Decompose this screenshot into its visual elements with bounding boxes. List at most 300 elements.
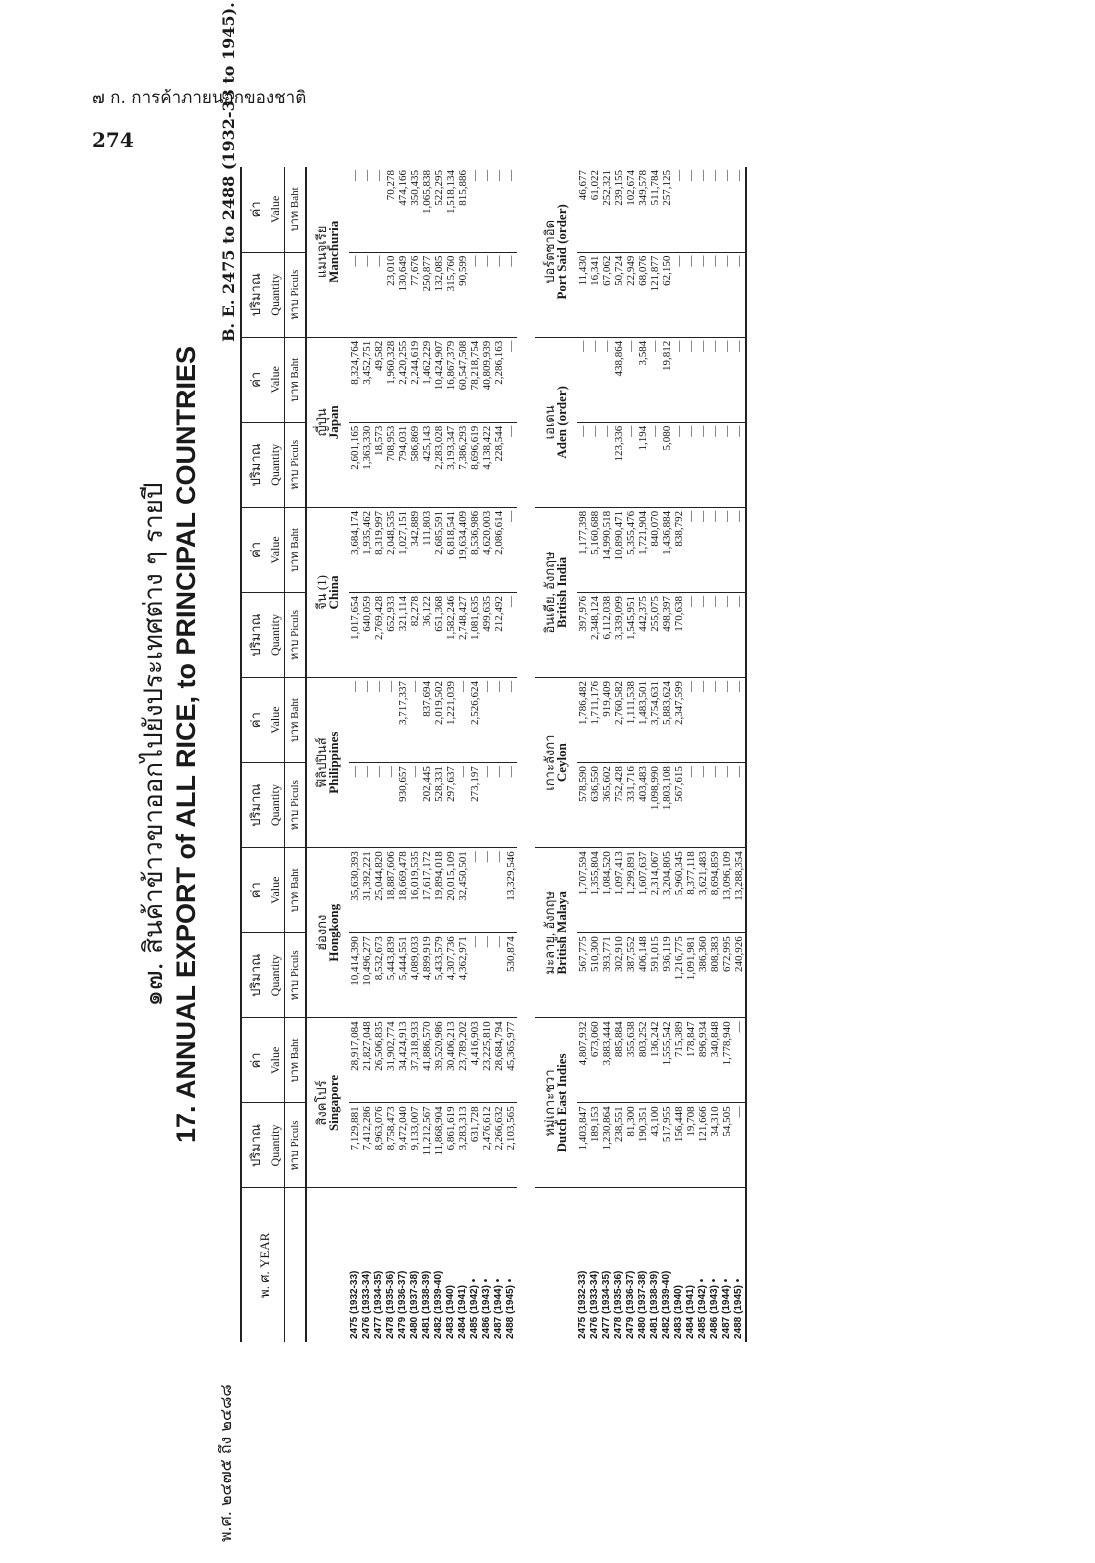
- country-name-english: Japan: [326, 405, 341, 440]
- quantity-cell: 8,532,673: [373, 933, 385, 1018]
- value-cell: 5,355,476: [625, 507, 637, 592]
- value-cell: —: [493, 678, 505, 763]
- country-name-thai: จีน (1): [314, 575, 329, 610]
- value-cell: 2,086,614: [493, 507, 505, 592]
- quantity-cell: —: [493, 763, 505, 848]
- title-english: 17. ANNUAL EXPORT of ALL RICE, to PRINCIPAL COUNTRIES: [171, 345, 201, 1144]
- country-name: [535, 167, 577, 337]
- value-cell: 60,547,508: [457, 337, 469, 422]
- quantity-cell: —: [733, 763, 746, 848]
- value-cell: 8,319,997: [373, 507, 385, 592]
- quantity-cell: 528,331: [433, 763, 445, 848]
- quantity-cell: 2,103,565: [505, 1103, 517, 1188]
- year-ad: (1937-38): [409, 1270, 420, 1314]
- quantity-header-thai: ปริมาณ: [241, 933, 266, 1018]
- value-header-thai: ค่า: [241, 507, 266, 592]
- country-name: [535, 848, 577, 1018]
- quantity-cell: 331,716: [625, 763, 637, 848]
- value-cell: —: [361, 167, 373, 252]
- year-ad: (1942) •: [697, 1278, 708, 1314]
- quantity-cell: —: [673, 422, 685, 507]
- value-header-thai: ค่า: [241, 337, 266, 422]
- value-cell: 41,886,570: [421, 1018, 433, 1103]
- table-row: [661, 167, 673, 1342]
- value-cell: 1,436,884: [661, 507, 673, 592]
- year-be: 2477: [601, 1316, 612, 1339]
- value-cell: 136,242: [649, 1018, 661, 1103]
- value-cell: —: [733, 337, 746, 422]
- country-name-thai: เอเดน: [542, 405, 557, 440]
- value-cell: 37,318,933: [409, 1018, 421, 1103]
- table-row: [457, 167, 469, 1342]
- quantity-cell: 315,760: [445, 252, 457, 337]
- year-ad: (1943) •: [481, 1278, 492, 1314]
- year-cell: [445, 1188, 457, 1342]
- quantity-header: Quantity: [266, 422, 285, 507]
- value-cell: 3,584: [637, 337, 649, 422]
- country-name-thai: อินเดีย, อังกฤษ: [542, 551, 557, 634]
- value-cell: 340,848: [709, 1018, 721, 1103]
- quantity-cell: —: [697, 252, 709, 337]
- quantity-cell: —: [505, 252, 517, 337]
- value-cell: —: [697, 167, 709, 252]
- quantity-cell: —: [493, 933, 505, 1018]
- quantity-cell: 34,310: [709, 1103, 721, 1188]
- value-cell: 17,617,172: [421, 848, 433, 933]
- quantity-cell: —: [373, 252, 385, 337]
- quantity-cell: —: [385, 763, 397, 848]
- quantity-cell: —: [481, 933, 493, 1018]
- table-row: [469, 167, 481, 1342]
- quantity-cell: —: [409, 763, 421, 848]
- table-row: [385, 167, 397, 1342]
- quantity-cell: 578,590: [577, 763, 589, 848]
- quantity-cell: —: [469, 252, 481, 337]
- quantity-cell: 67,062: [601, 252, 613, 337]
- value-cell: —: [685, 507, 697, 592]
- quantity-cell: 123,336: [613, 422, 625, 507]
- quantity-cell: —: [457, 763, 469, 848]
- quantity-cell: 1,803,108: [661, 763, 673, 848]
- year-cell: [349, 1188, 361, 1342]
- quantity-cell: 365,602: [601, 763, 613, 848]
- quantity-cell: 499,635: [481, 592, 493, 677]
- value-cell: —: [505, 167, 517, 252]
- value-cell: 5,160,688: [589, 507, 601, 592]
- value-cell: 803,252: [637, 1018, 649, 1103]
- quantity-cell: 238,551: [613, 1103, 625, 1188]
- quantity-cell: 672,995: [721, 933, 733, 1018]
- value-cell: —: [577, 337, 589, 422]
- table-row: [733, 167, 746, 1342]
- table-row: [445, 167, 457, 1342]
- year-cell: [373, 1188, 385, 1342]
- header-row-english: [266, 167, 285, 1342]
- value-cell: 2,019,502: [433, 678, 445, 763]
- year-ad: (1940): [673, 1285, 684, 1314]
- value-cell: 35,630,393: [349, 848, 361, 933]
- quantity-header-thai: ปริมาณ: [241, 763, 266, 848]
- value-cell: 23,789,202: [457, 1018, 469, 1103]
- quantity-cell: 3,193,347: [445, 422, 457, 507]
- header-row-thai: [241, 167, 266, 1342]
- quantity-header: Quantity: [266, 252, 285, 337]
- quantity-cell: 9,133,007: [409, 1103, 421, 1188]
- title-thai: ๑๗. สินค้าข้าวขาออกไปยังประเทศต่าง ๆ รายปี: [139, 482, 169, 1007]
- quantity-cell: —: [697, 422, 709, 507]
- unit-baht: บาท Baht: [285, 1018, 307, 1103]
- unit-baht: บาท Baht: [285, 337, 307, 422]
- quantity-cell: 406,148: [637, 933, 649, 1018]
- quantity-cell: 1,091,981: [685, 933, 697, 1018]
- value-cell: 28,684,794: [493, 1018, 505, 1103]
- value-cell: 257,125: [661, 167, 673, 252]
- year-ad: (1945) •: [733, 1278, 744, 1314]
- quantity-cell: 517,955: [661, 1103, 673, 1188]
- value-header-thai: ค่า: [241, 1018, 266, 1103]
- year-cell: [397, 1188, 409, 1342]
- year-ad: (1944) •: [721, 1278, 732, 1314]
- quantity-cell: —: [721, 592, 733, 677]
- quantity-cell: —: [721, 763, 733, 848]
- value-cell: —: [481, 678, 493, 763]
- year-be: 2483: [445, 1316, 456, 1339]
- year-be: 2488: [505, 1316, 516, 1339]
- year-be: 2475: [577, 1316, 588, 1339]
- year-be: 2477: [373, 1316, 384, 1339]
- table-row: [481, 167, 493, 1342]
- value-cell: 40,809,939: [481, 337, 493, 422]
- table-row: [613, 167, 625, 1342]
- quantity-cell: 652,933: [385, 592, 397, 677]
- quantity-cell: 708,953: [385, 422, 397, 507]
- value-cell: —: [721, 507, 733, 592]
- value-cell: —: [493, 167, 505, 252]
- quantity-header: Quantity: [266, 933, 285, 1018]
- year-cell: [613, 1188, 625, 1342]
- value-cell: 1,721,904: [637, 507, 649, 592]
- quantity-cell: 68,076: [637, 252, 649, 337]
- value-cell: 8,377,118: [685, 848, 697, 933]
- year-cell: [409, 1188, 421, 1342]
- value-cell: 16,019,535: [409, 848, 421, 933]
- value-cell: 70,278: [385, 167, 397, 252]
- year-ad: (1940): [445, 1285, 456, 1314]
- quantity-cell: 240,926: [733, 933, 746, 1018]
- country-name-english: Philippines: [326, 731, 341, 794]
- value-cell: 2,048,535: [385, 507, 397, 592]
- quantity-cell: —: [709, 592, 721, 677]
- year-cell: [709, 1188, 721, 1342]
- unit-piculs: หาบ Piculs: [285, 1103, 307, 1188]
- quantity-cell: 586,869: [409, 422, 421, 507]
- quantity-cell: 22,949: [625, 252, 637, 337]
- value-cell: 3,204,805: [661, 848, 673, 933]
- quantity-cell: —: [709, 252, 721, 337]
- year-cell: [673, 1188, 685, 1342]
- year-be: 2482: [661, 1316, 672, 1339]
- year-ad: (1936-37): [625, 1270, 636, 1314]
- quantity-cell: 8,963,076: [373, 1103, 385, 1188]
- value-cell: 2,526,624: [469, 678, 481, 763]
- quantity-cell: —: [505, 592, 517, 677]
- quantity-cell: 2,476,612: [481, 1103, 493, 1188]
- table-row: [625, 167, 637, 1342]
- quantity-cell: 121,666: [697, 1103, 709, 1188]
- country-name: [535, 1018, 577, 1188]
- quantity-cell: 81,300: [625, 1103, 637, 1188]
- country-name: [306, 848, 349, 1018]
- value-cell: —: [697, 507, 709, 592]
- value-cell: —: [373, 678, 385, 763]
- table-row: [409, 167, 421, 1342]
- value-cell: 19,894,018: [433, 848, 445, 933]
- quantity-cell: 62,150: [661, 252, 673, 337]
- quantity-cell: 6,861,619: [445, 1103, 457, 1188]
- value-cell: 2,286,163: [493, 337, 505, 422]
- value-cell: 78,218,754: [469, 337, 481, 422]
- value-cell: —: [373, 167, 385, 252]
- value-cell: —: [721, 337, 733, 422]
- unit-baht: บาท Baht: [285, 848, 307, 933]
- value-cell: 840,070: [649, 507, 661, 592]
- value-cell: 8,324,764: [349, 337, 361, 422]
- quantity-cell: 11,212,567: [421, 1103, 433, 1188]
- value-cell: —: [721, 678, 733, 763]
- quantity-cell: 5,080: [661, 422, 673, 507]
- quantity-cell: 3,283,313: [457, 1103, 469, 1188]
- value-cell: 8,536,986: [469, 507, 481, 592]
- value-cell: —: [709, 507, 721, 592]
- quantity-cell: 121,877: [649, 252, 661, 337]
- value-cell: 32,450,501: [457, 848, 469, 933]
- value-cell: 18,669,478: [397, 848, 409, 933]
- quantity-cell: —: [493, 252, 505, 337]
- quantity-cell: 530,874: [505, 933, 517, 1018]
- value-cell: 4,807,932: [577, 1018, 589, 1103]
- quantity-header-thai: ปริมาณ: [241, 252, 266, 337]
- quantity-cell: 132,085: [433, 252, 445, 337]
- country-name: [306, 337, 349, 507]
- country-name-thai: ปอร์ตซาอิด: [542, 219, 557, 284]
- quantity-cell: 442,375: [637, 592, 649, 677]
- value-cell: 1,462,229: [421, 337, 433, 422]
- quantity-cell: 202,445: [421, 763, 433, 848]
- value-cell: 1,065,838: [421, 167, 433, 252]
- quantity-cell: 591,015: [649, 933, 661, 1018]
- quantity-cell: 567,775: [577, 933, 589, 1018]
- country-name-english: Aden (order): [554, 386, 569, 459]
- value-cell: —: [505, 507, 517, 592]
- year-cell: [697, 1188, 709, 1342]
- quantity-cell: 18,573: [373, 422, 385, 507]
- country-row: [306, 167, 349, 1342]
- year-be: 2488: [733, 1316, 744, 1339]
- country-name-english: Ceylon: [554, 743, 569, 783]
- year-ad: (1935-36): [613, 1270, 624, 1314]
- year-be: 2485: [469, 1316, 480, 1339]
- quantity-cell: —: [481, 252, 493, 337]
- table-row: [589, 167, 601, 1342]
- quantity-cell: 4,307,736: [445, 933, 457, 1018]
- value-cell: —: [505, 337, 517, 422]
- value-cell: 252,321: [601, 167, 613, 252]
- quantity-cell: 302,910: [613, 933, 625, 1018]
- quantity-cell: —: [685, 252, 697, 337]
- year-ad: (1938-39): [421, 1270, 432, 1314]
- year-ad: (1936-37): [397, 1270, 408, 1314]
- quantity-cell: —: [697, 763, 709, 848]
- quantity-cell: 1,017,654: [349, 592, 361, 677]
- table-row: [637, 167, 649, 1342]
- value-header-thai: ค่า: [241, 678, 266, 763]
- value-cell: —: [361, 678, 373, 763]
- year-cell: [481, 1188, 493, 1342]
- table-row: [505, 167, 517, 1342]
- value-header: Value: [266, 678, 285, 763]
- country-name-thai: ฟิลิปปินส์: [314, 737, 329, 788]
- quantity-cell: —: [361, 252, 373, 337]
- value-cell: —: [733, 1018, 746, 1103]
- quantity-cell: 2,266,632: [493, 1103, 505, 1188]
- year-be: 2478: [613, 1316, 624, 1339]
- value-cell: —: [697, 337, 709, 422]
- quantity-cell: —: [709, 763, 721, 848]
- country-spacer: [306, 1188, 349, 1342]
- value-header: Value: [266, 337, 285, 422]
- value-cell: —: [697, 678, 709, 763]
- rice-export-table: [240, 167, 747, 1342]
- value-cell: 1,711,176: [589, 678, 601, 763]
- value-cell: —: [409, 678, 421, 763]
- year-ad: (1935-36): [385, 1270, 396, 1314]
- table-row: [673, 167, 685, 1342]
- quantity-cell: 936,119: [661, 933, 673, 1018]
- unit-spacer: [285, 1188, 307, 1342]
- year-cell: [433, 1188, 445, 1342]
- value-cell: —: [625, 337, 637, 422]
- quantity-cell: 189,153: [589, 1103, 601, 1188]
- quantity-cell: —: [685, 422, 697, 507]
- year-be: 2487: [721, 1316, 732, 1339]
- quantity-cell: —: [577, 422, 589, 507]
- year-be: 2485: [697, 1316, 708, 1339]
- country-name-english: Dutch East Indies: [554, 1053, 569, 1153]
- value-cell: —: [493, 848, 505, 933]
- quantity-cell: 1,216,775: [673, 933, 685, 1018]
- quantity-cell: 2,601,165: [349, 422, 361, 507]
- quantity-cell: 130,649: [397, 252, 409, 337]
- quantity-cell: —: [733, 592, 746, 677]
- value-cell: —: [721, 167, 733, 252]
- quantity-cell: —: [625, 422, 637, 507]
- year-ad: (1933-34): [361, 1270, 372, 1314]
- value-cell: 178,847: [685, 1018, 697, 1103]
- quantity-cell: —: [649, 422, 661, 507]
- year-be: 2476: [589, 1316, 600, 1339]
- value-cell: 18,887,606: [385, 848, 397, 933]
- year-be: 2482: [433, 1316, 444, 1339]
- quantity-cell: 297,637: [445, 763, 457, 848]
- quantity-cell: —: [505, 763, 517, 848]
- value-cell: 19,634,409: [457, 507, 469, 592]
- value-cell: 1,177,398: [577, 507, 589, 592]
- country-name-thai: ญี่ปุ่น: [314, 408, 329, 437]
- quantity-cell: 1,098,990: [649, 763, 661, 848]
- value-cell: 885,884: [613, 1018, 625, 1103]
- value-cell: 1,084,520: [601, 848, 613, 933]
- value-cell: 3,452,751: [361, 337, 373, 422]
- quantity-header: Quantity: [266, 1103, 285, 1188]
- year-ad: (1942) •: [469, 1278, 480, 1314]
- quantity-cell: 1,582,246: [445, 592, 457, 677]
- value-cell: 1,778,940: [721, 1018, 733, 1103]
- quantity-cell: 1,363,330: [361, 422, 373, 507]
- unit-piculs: หาบ Piculs: [285, 592, 307, 677]
- quantity-cell: 794,031: [397, 422, 409, 507]
- year-cell: [493, 1188, 505, 1342]
- value-cell: 28,917,084: [349, 1018, 361, 1103]
- year-cell: [505, 1188, 517, 1342]
- table-row: [433, 167, 445, 1342]
- unit-row: [285, 167, 307, 1342]
- year-be: 2479: [397, 1316, 408, 1339]
- value-cell: 349,578: [637, 167, 649, 252]
- page-number: 274: [92, 128, 134, 152]
- year-ad: (1939-40): [661, 1270, 672, 1314]
- year-ad: (1941): [685, 1285, 696, 1314]
- country-name-thai: สิงคโปร์: [314, 1080, 329, 1126]
- value-cell: 13,329,546: [505, 848, 517, 933]
- value-cell: 4,620,003: [481, 507, 493, 592]
- value-cell: —: [349, 167, 361, 252]
- value-cell: 13,096,109: [721, 848, 733, 933]
- quantity-cell: 16,341: [589, 252, 601, 337]
- quantity-cell: 1,081,635: [469, 592, 481, 677]
- quantity-cell: 1,194: [637, 422, 649, 507]
- quantity-header: Quantity: [266, 763, 285, 848]
- quantity-cell: 1,545,951: [625, 592, 637, 677]
- quantity-cell: 8,696,619: [469, 422, 481, 507]
- country-spacer: [535, 1188, 577, 1342]
- value-cell: 13,288,354: [733, 848, 746, 933]
- quantity-header-thai: ปริมาณ: [241, 592, 266, 677]
- quantity-cell: —: [673, 252, 685, 337]
- value-header: Value: [266, 507, 285, 592]
- quantity-cell: 7,386,293: [457, 422, 469, 507]
- country-name-english: Hongkong: [326, 903, 341, 962]
- quantity-cell: 54,505: [721, 1103, 733, 1188]
- quantity-cell: 2,769,428: [373, 592, 385, 677]
- value-cell: —: [709, 678, 721, 763]
- value-header: Value: [266, 848, 285, 933]
- quantity-header-thai: ปริมาณ: [241, 1103, 266, 1188]
- value-cell: 6,818,541: [445, 507, 457, 592]
- quantity-cell: 23,010: [385, 252, 397, 337]
- value-cell: 1,935,462: [361, 507, 373, 592]
- quantity-cell: 498,397: [661, 592, 673, 677]
- table-row: [421, 167, 433, 1342]
- value-cell: 815,886: [457, 167, 469, 252]
- unit-baht: บาท Baht: [285, 678, 307, 763]
- quantity-cell: 4,899,919: [421, 933, 433, 1018]
- quantity-cell: 228,544: [493, 422, 505, 507]
- value-cell: 838,792: [673, 507, 685, 592]
- quantity-cell: 77,676: [409, 252, 421, 337]
- quantity-cell: 43,100: [649, 1103, 661, 1188]
- value-cell: 1,607,637: [637, 848, 649, 933]
- value-cell: 2,685,591: [433, 507, 445, 592]
